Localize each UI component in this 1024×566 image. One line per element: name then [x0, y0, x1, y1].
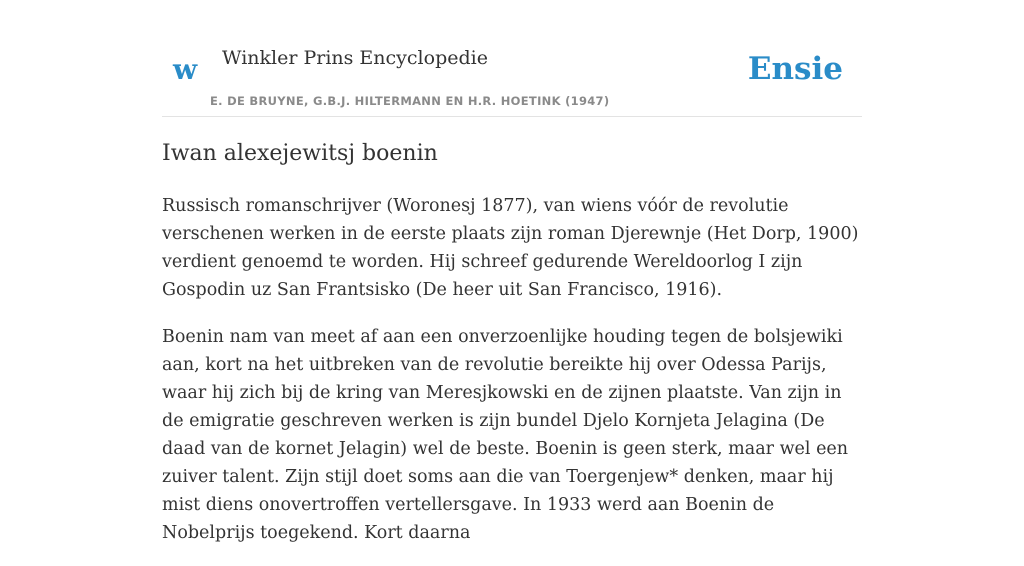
- publication-logo[interactable]: w: [173, 53, 198, 86]
- article-paragraph: Boenin nam van meet af aan een onverzoenlijke houding tegen de bolsjewiki aan, kort na het uitbreken van de revolutie bereikte hij over Odessa Parijs, waar hij zich bij de kring van Meresjkowski en de zijnen plaatste. Van zijn in de emigratie geschreven werken is zijn bundel Djelo Kornjeta Jelagina (De daad van de kornet Jelagin) wel de beste. Boenin is geen sterk, maar wel een zuiver talent. Zijn stijl doet soms aan die van Toergenjew* denken, maar hij mist diens onovertroffen vertellersgave. In 1933 werd aan Boenin de Nobelprijs toegekend. Kort daarna: [162, 327, 849, 543]
- article-title: Iwan alexejewitsj boenin: [162, 141, 438, 166]
- publication-header: [162, 0, 862, 117]
- article: [162, 136, 862, 566]
- article-paragraph: Russisch romanschrijver (Woronesj 1877), van wiens vóór de revolutie verschenen werken in de eerste plaats zijn roman Djerewnje (Het Dorp, 1900) verdient genoemd te worden. Hij schreef gedurende Wereldoorlog I zijn Gospodin uz San Frantsisko (De heer uit San Francisco, 1916).: [162, 196, 859, 300]
- article-body: [162, 192, 862, 547]
- brand-logo[interactable]: Ensie: [747, 51, 843, 87]
- publication-authors: E. DE BRUYNE, G.B.J. HILTERMANN EN H.R. HOETINK (1947): [210, 94, 610, 108]
- publication-title[interactable]: Winkler Prins Encyclopedie: [222, 47, 488, 69]
